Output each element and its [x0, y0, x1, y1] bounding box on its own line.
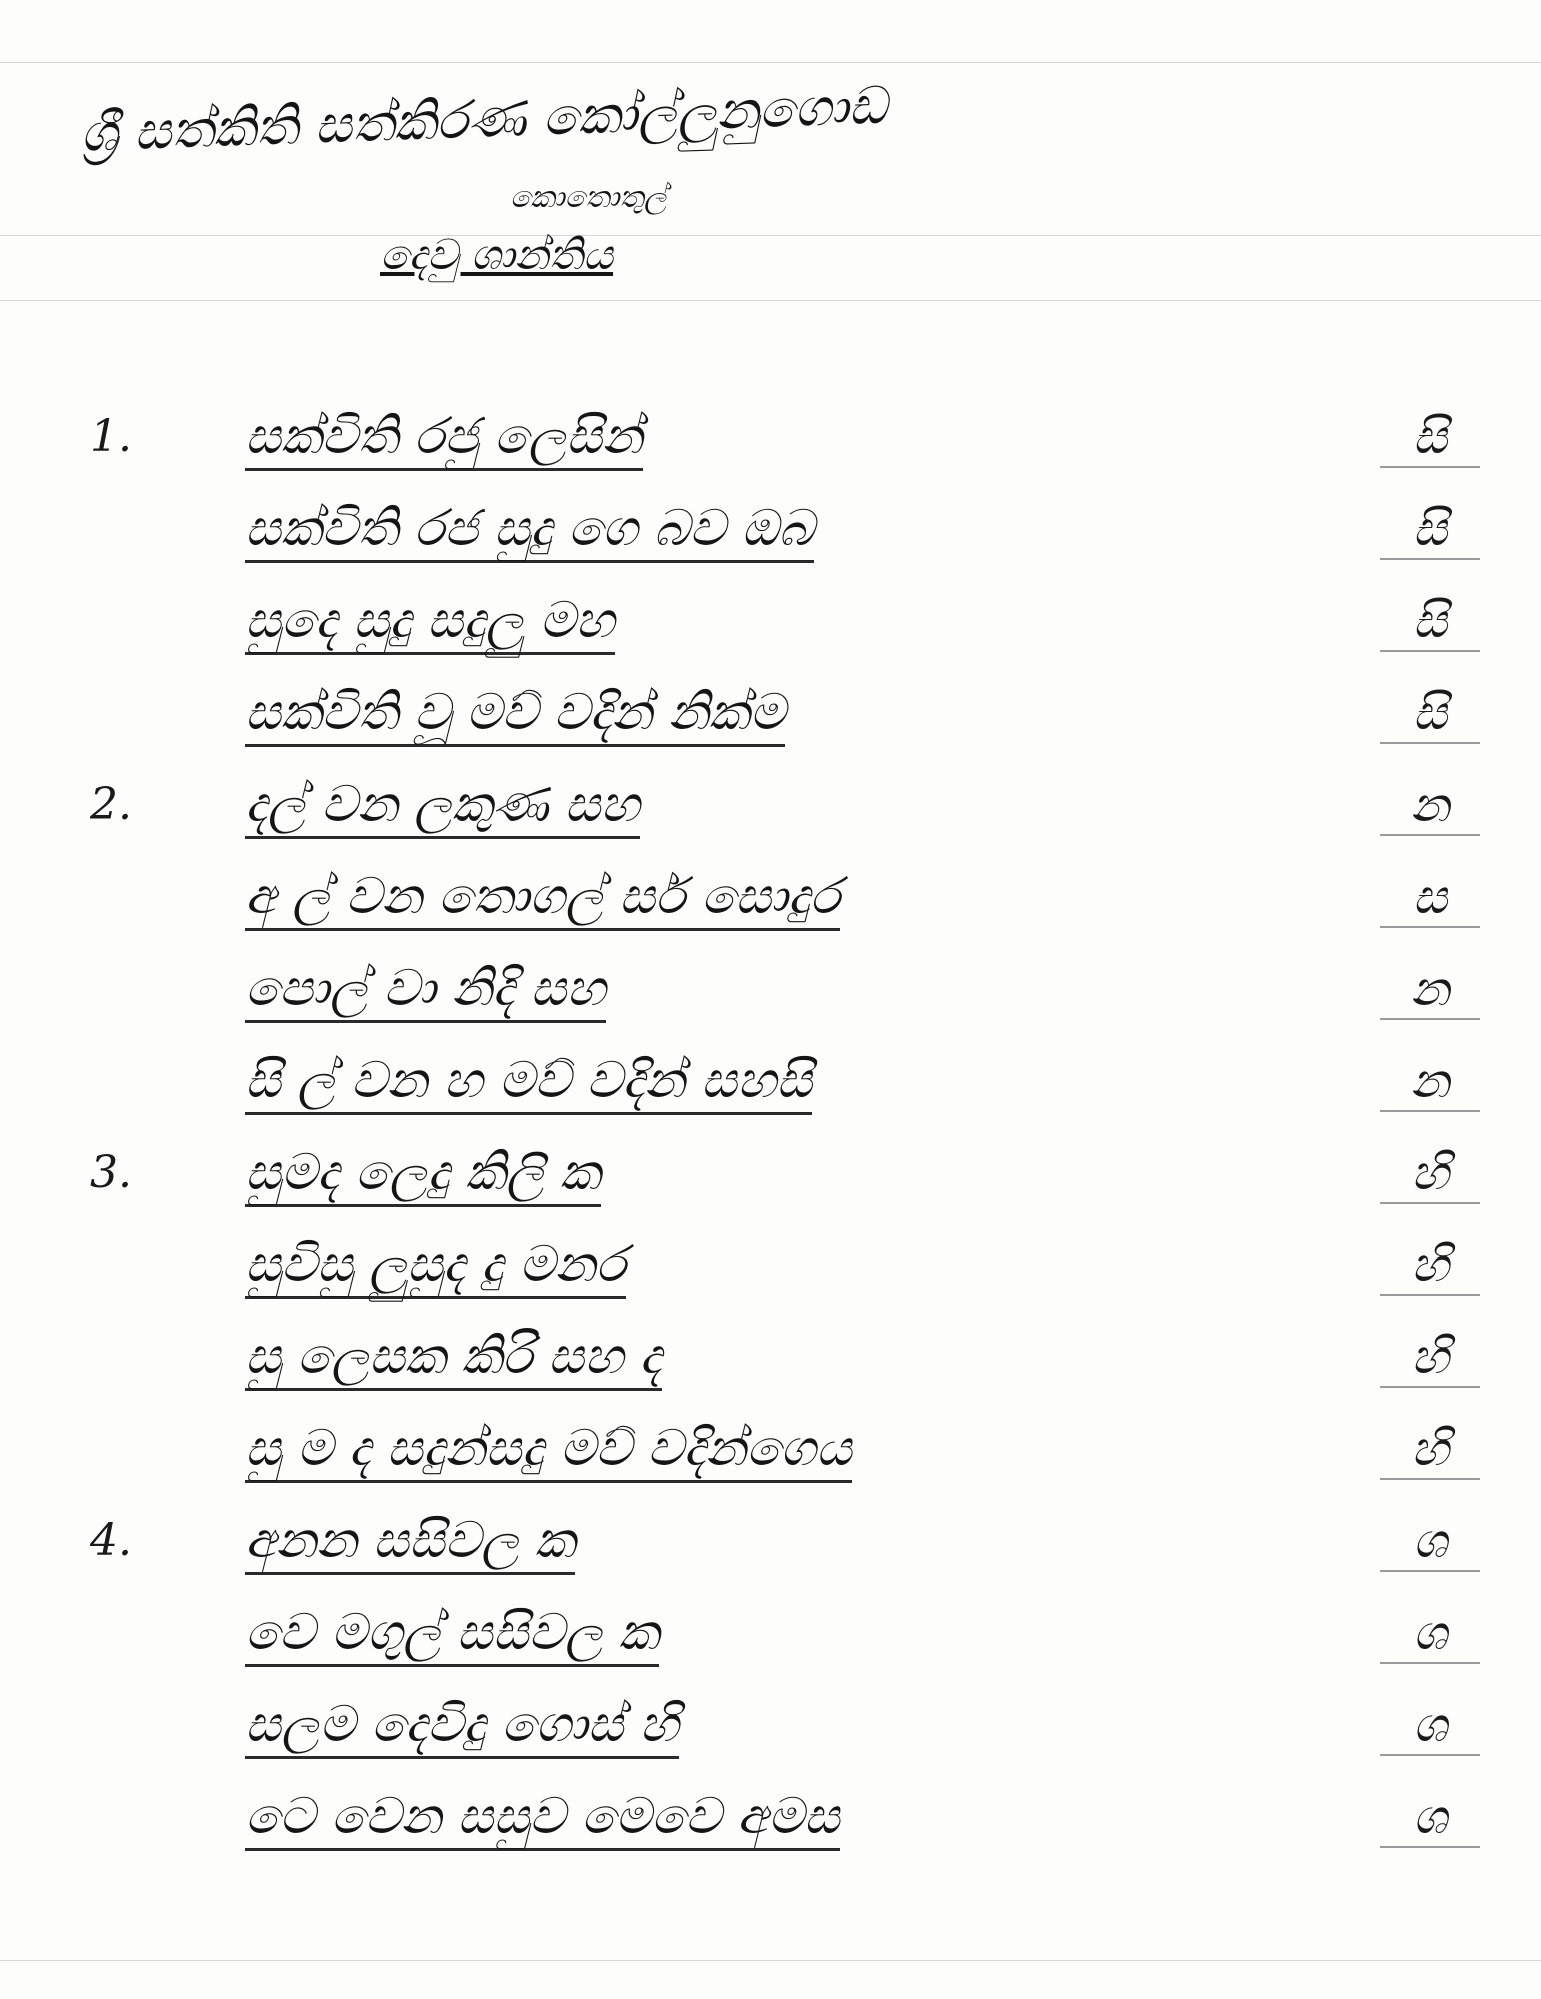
line-end-marker: සි [1380, 685, 1480, 744]
line-end-marker: ශ [1380, 1605, 1480, 1664]
verse-line [90, 1039, 1480, 1131]
line-end-marker: හි [1380, 1145, 1480, 1204]
line-end-marker: ශ [1380, 1789, 1480, 1848]
line-end-marker: න [1380, 777, 1480, 836]
verse-text: සලම දෙවිදු ගොස් හි [245, 1695, 679, 1759]
paper-rule [0, 1960, 1541, 1961]
title-line-1: ශ්‍රී සත්කිති සත්කිරණ කෝල්ලුනුගොඩ [79, 75, 888, 165]
verse-line [90, 1499, 1480, 1591]
verse-text: සක්විති රජු ලෙසින් [245, 407, 643, 471]
line-end-marker: සි [1380, 501, 1480, 560]
verse-line [90, 1223, 1480, 1315]
verse-number: 2. [90, 779, 132, 830]
line-end-marker: න [1380, 961, 1480, 1020]
verse-text: සුමද ලෙදු කිලි ක [245, 1143, 601, 1207]
line-end-marker: ශ [1380, 1697, 1480, 1756]
verse-number: 4. [90, 1515, 132, 1566]
verse-text: සු ම ද සදුන්සදු මව් වදින්ගෙය [245, 1419, 852, 1483]
verse-line [90, 763, 1480, 855]
verse-line [90, 855, 1480, 947]
verse-text: සක්විති රජ සුදු ගෙ බව ඔබ [245, 499, 814, 563]
verse-text: පොල් වා නිදි සහ [245, 959, 606, 1023]
manuscript-header [60, 70, 1360, 300]
line-end-marker: සි [1380, 593, 1480, 652]
line-end-marker: සි [1380, 409, 1480, 468]
verse-line [90, 1775, 1480, 1867]
verse-text: සි ල් වන හ මව් වදින් සහසි [245, 1051, 812, 1115]
verse-line [90, 1683, 1480, 1775]
verse-line [90, 395, 1480, 487]
verse-line [90, 1131, 1480, 1223]
verse-line [90, 947, 1480, 1039]
verse-line [90, 487, 1480, 579]
verse-line [90, 1591, 1480, 1683]
verse-text: දල් වන ලකුණ සහ [245, 775, 640, 839]
verse-text: සු ලෙසක කිරි සහ ද [245, 1327, 662, 1391]
line-end-marker: හි [1380, 1329, 1480, 1388]
verse-text: වෙ මගුල් සසිවල ක [245, 1603, 659, 1667]
verse-line [90, 1407, 1480, 1499]
line-end-marker: හි [1380, 1421, 1480, 1480]
line-end-marker: හි [1380, 1237, 1480, 1296]
line-end-marker: ශ [1380, 1513, 1480, 1572]
verse-text: සුවිසු ලුසුද දු මනර [245, 1235, 626, 1299]
verse-number: 1. [90, 411, 132, 462]
verse-text: අනන සසිවල ක [245, 1511, 575, 1575]
verse-text: සුදෙ සුදු සදුලු මහ [245, 591, 615, 655]
line-end-marker: ස [1380, 869, 1480, 928]
line-end-marker: න [1380, 1053, 1480, 1112]
verse-text: ටෙ වෙන සසුව මෙවෙ අමස [245, 1787, 840, 1851]
verse-text: අ ල් වන තොගල් සර් සොදුර [245, 867, 840, 931]
verse-text: සක්විති වූ මව් වදින් නික්ම [245, 683, 785, 747]
verse-line [90, 579, 1480, 671]
verse-line [90, 1315, 1480, 1407]
verse-number: 3. [90, 1147, 132, 1198]
paper-rule [0, 300, 1541, 301]
title-line-2: කොතොතුල් [510, 180, 667, 215]
verse-list [90, 395, 1480, 1867]
title-line-3: දෙවු ශාන්තිය [380, 230, 614, 279]
verse-line [90, 671, 1480, 763]
paper-rule [0, 62, 1541, 63]
